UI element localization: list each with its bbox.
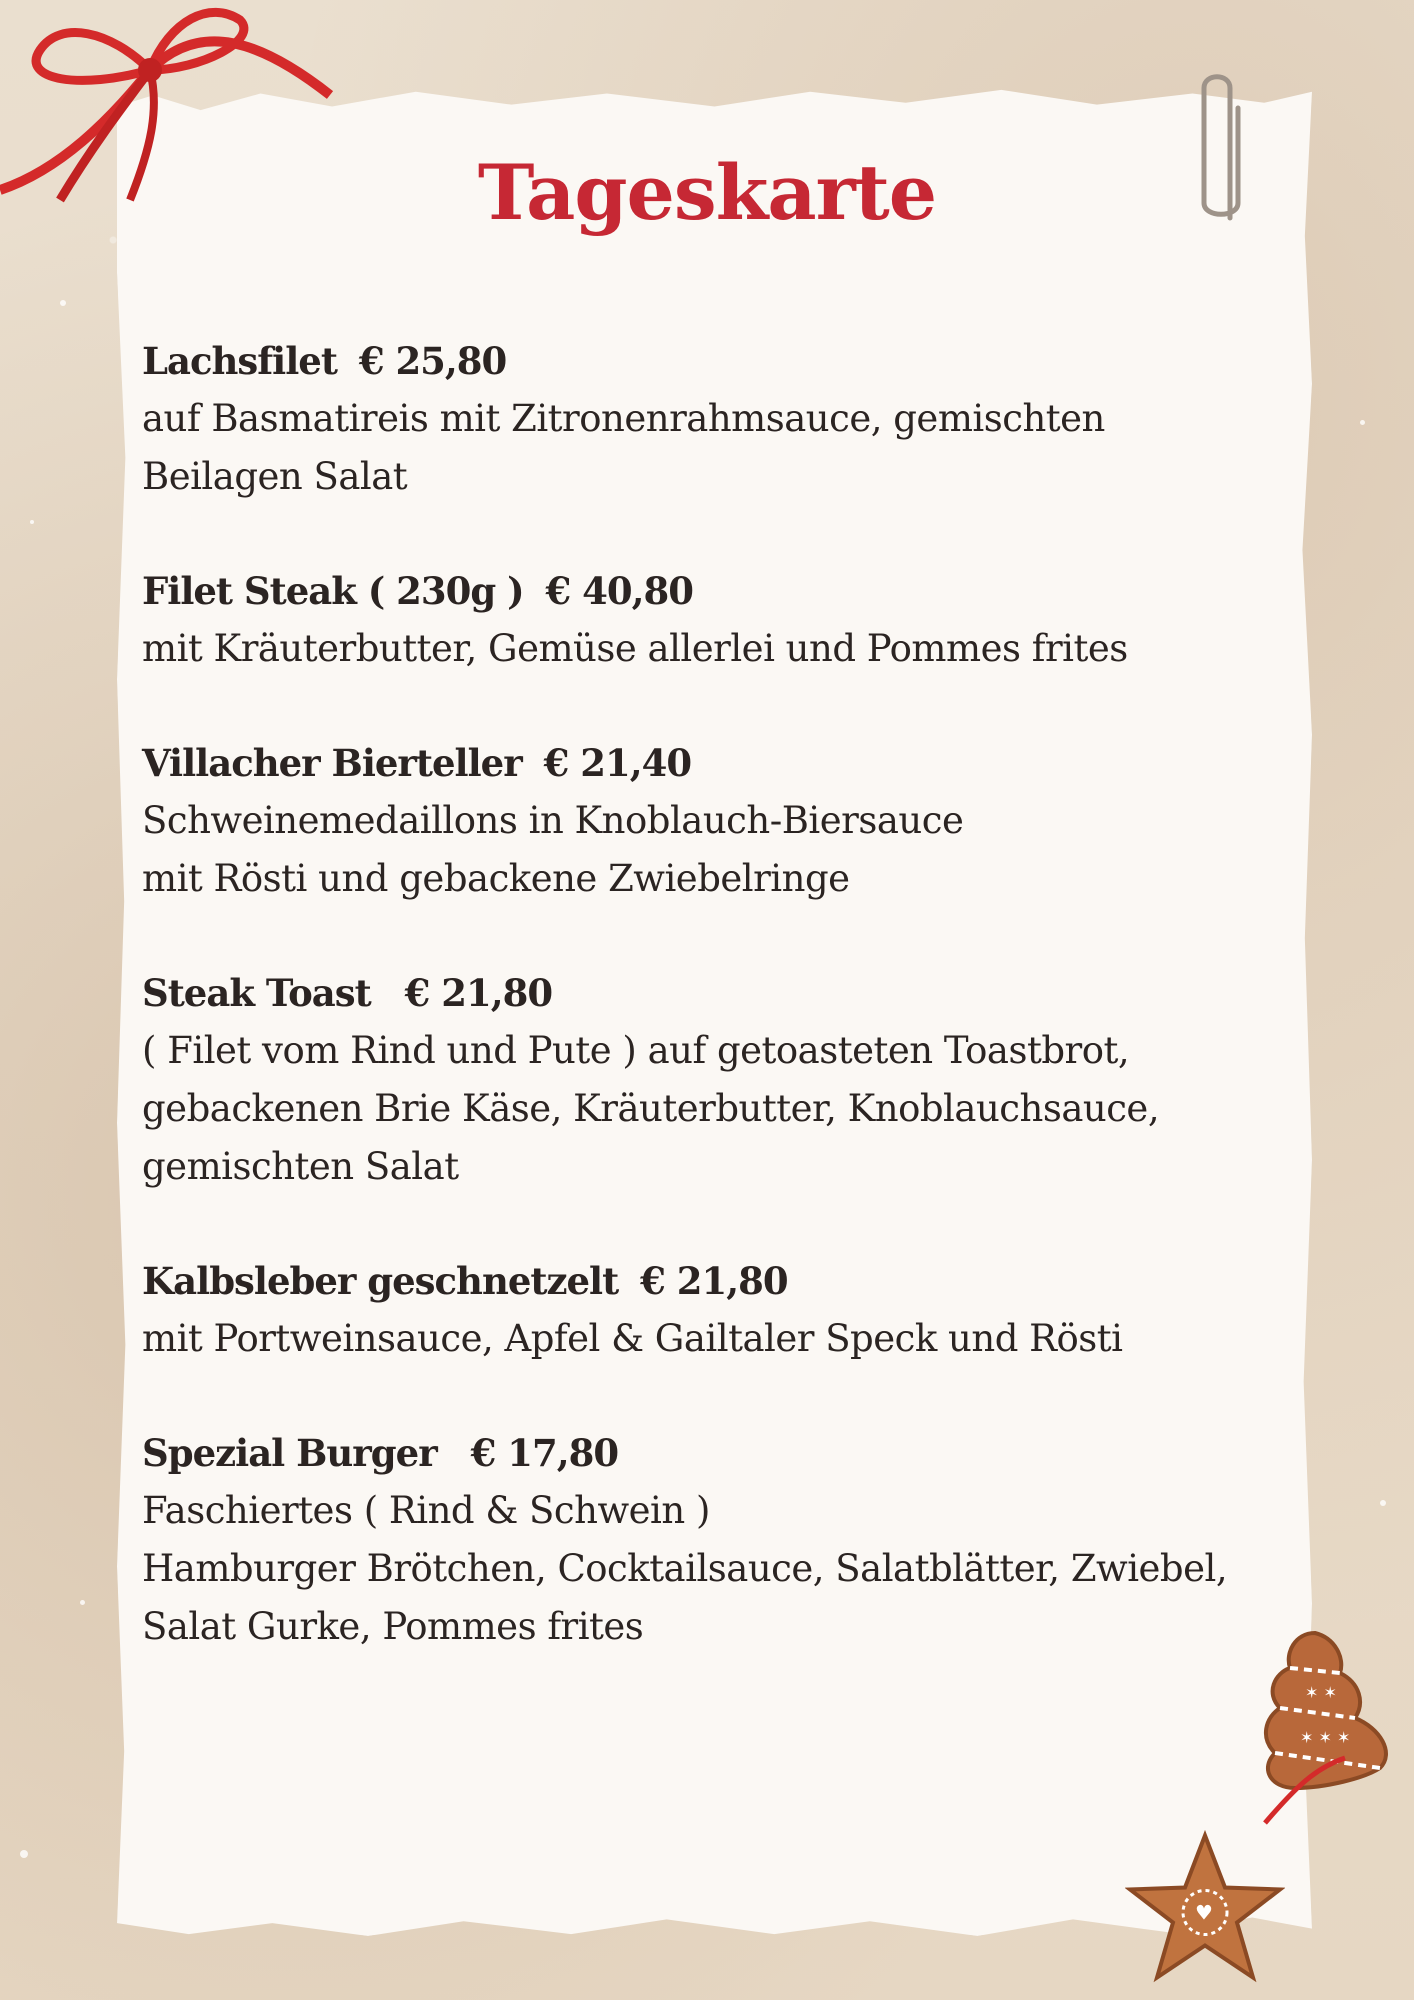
snow-speck	[20, 1850, 28, 1858]
dish-description: mit Kräuterbutter, Gemüse allerlei und Pommes frites	[142, 627, 1128, 670]
menu-list	[142, 332, 1282, 1712]
dish-name: Filet Steak ( 230g )	[142, 569, 524, 613]
dish-description: Faschiertes ( Rind & Schwein ) Hamburger Brötchen, Cocktailsauce, Salatblätter, Zwiebel, Salat Gurke, Pommes frites	[142, 1489, 1228, 1648]
dish-description: mit Portweinsauce, Apfel & Gailtaler Speck und Rösti	[142, 1317, 1123, 1360]
snow-speck	[80, 1600, 85, 1605]
page-title: Tageskarte	[477, 148, 937, 237]
menu-item-kalbsleber	[142, 1252, 1282, 1368]
dish-name: Spezial Burger	[142, 1431, 437, 1475]
snow-speck	[60, 300, 66, 306]
menu-item-heading	[142, 1424, 1282, 1482]
dish-name: Lachsfilet	[142, 339, 337, 383]
menu-item-steak-toast	[142, 964, 1282, 1196]
dish-price: € 40,80	[545, 569, 694, 613]
dish-price: € 17,80	[470, 1431, 619, 1475]
gingerbread-tree-icon	[1255, 1628, 1405, 1828]
dish-price: € 25,80	[358, 339, 507, 383]
menu-item-heading	[142, 1252, 1282, 1310]
dish-price: € 21,40	[543, 741, 692, 785]
snow-speck	[30, 520, 34, 524]
menu-item-villacher-bierteller	[142, 734, 1282, 908]
dish-description: Schweinemedaillons in Knoblauch-Biersauce mit Rösti und gebackene Zwiebelringe	[142, 799, 964, 900]
menu-item-heading	[142, 332, 1282, 390]
menu-item-spezial-burger	[142, 1424, 1282, 1656]
dish-description: auf Basmatireis mit Zitronenrahmsauce, gemischten Beilagen Salat	[142, 397, 1105, 498]
dish-description: ( Filet vom Rind und Pute ) auf getoasteten Toastbrot, gebackenen Brie Käse, Kräuterbutter, Knoblauchsauce, gemischten Salat	[142, 1029, 1160, 1188]
menu-item-heading	[142, 562, 1282, 620]
snow-speck	[1380, 1500, 1386, 1506]
svg-text:♥: ♥	[1195, 1900, 1213, 1925]
dish-name: Villacher Bierteller	[142, 741, 522, 785]
dish-name: Steak Toast	[142, 971, 371, 1015]
menu-item-heading	[142, 964, 1282, 1022]
menu-item-filet-steak	[142, 562, 1282, 678]
svg-text:✶ ✶ ✶: ✶ ✶ ✶	[1300, 1728, 1351, 1747]
gingerbread-star-icon	[1125, 1815, 1285, 2000]
dish-price: € 21,80	[640, 1259, 788, 1303]
dish-name: Kalbsleber geschnetzelt	[142, 1259, 619, 1303]
snow-speck	[1360, 420, 1365, 425]
menu-item-heading	[142, 734, 1282, 792]
svg-text:✶ ✶: ✶ ✶	[1305, 1683, 1337, 1702]
menu-item-lachsfilet	[142, 332, 1282, 506]
dish-price: € 21,80	[404, 971, 553, 1015]
